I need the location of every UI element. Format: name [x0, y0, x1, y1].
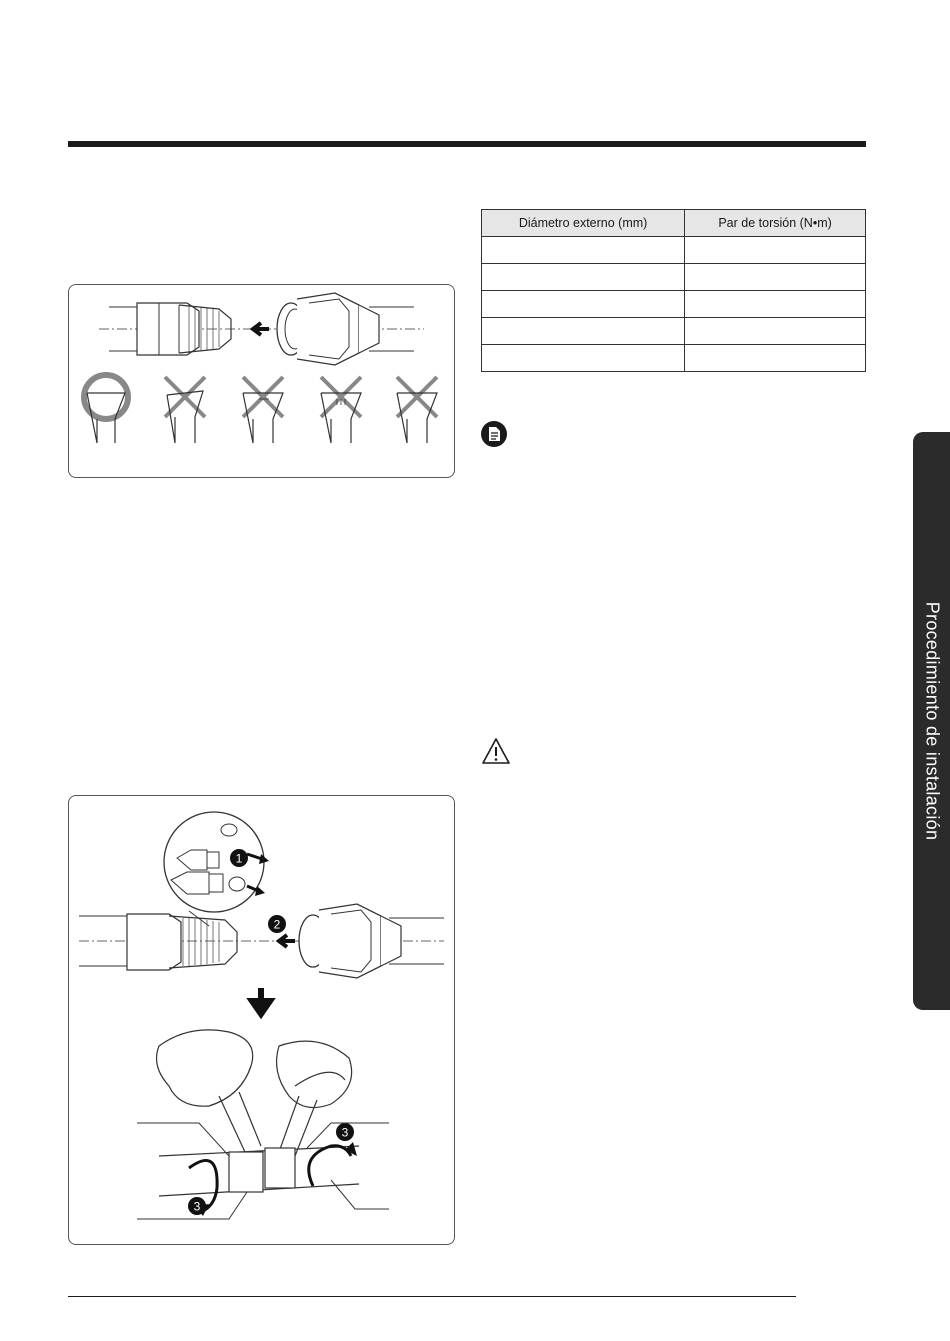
table-cell: [685, 291, 866, 318]
table-cell: [482, 237, 685, 264]
step-1-label: 1: [235, 851, 243, 866]
cross-icon: [243, 377, 283, 443]
table-cell: [685, 237, 866, 264]
table-cell: [482, 264, 685, 291]
table-row: [482, 291, 866, 318]
table-cell: [685, 264, 866, 291]
flare-inspection-illustration: [69, 285, 454, 477]
table-cell: [685, 345, 866, 372]
table-cell: [685, 318, 866, 345]
step-3-label: 3: [341, 1125, 349, 1140]
torque-table: [481, 209, 866, 372]
cross-icon: [397, 377, 437, 443]
cross-icon: [165, 377, 205, 443]
section-side-tab: [913, 432, 950, 1010]
header-rule: [68, 141, 866, 147]
table-header-row: [482, 210, 866, 237]
table-row: [482, 237, 866, 264]
pipe-connection-figure: [68, 795, 455, 1245]
column-header-diameter: Diámetro externo (mm): [482, 210, 685, 237]
table-row: [482, 264, 866, 291]
side-tab-label: Procedimiento de instalación: [922, 601, 942, 841]
warning-triangle-icon: [481, 737, 511, 765]
table-row: [482, 345, 866, 372]
step-2-label: 2: [273, 917, 281, 932]
cross-icon: [321, 377, 361, 443]
footer-rule: [68, 1296, 796, 1297]
document-note-icon: [481, 421, 507, 447]
table-cell: [482, 291, 685, 318]
table-row: [482, 318, 866, 345]
flare-inspection-figure: [68, 284, 455, 478]
pipe-connection-illustration: [69, 796, 454, 1244]
flare-nut-left: [137, 303, 199, 355]
step-3-label: 3: [193, 1199, 201, 1214]
table-cell: [482, 345, 685, 372]
table-cell: [482, 318, 685, 345]
column-header-torque: Par de torsión (N•m): [685, 210, 866, 237]
